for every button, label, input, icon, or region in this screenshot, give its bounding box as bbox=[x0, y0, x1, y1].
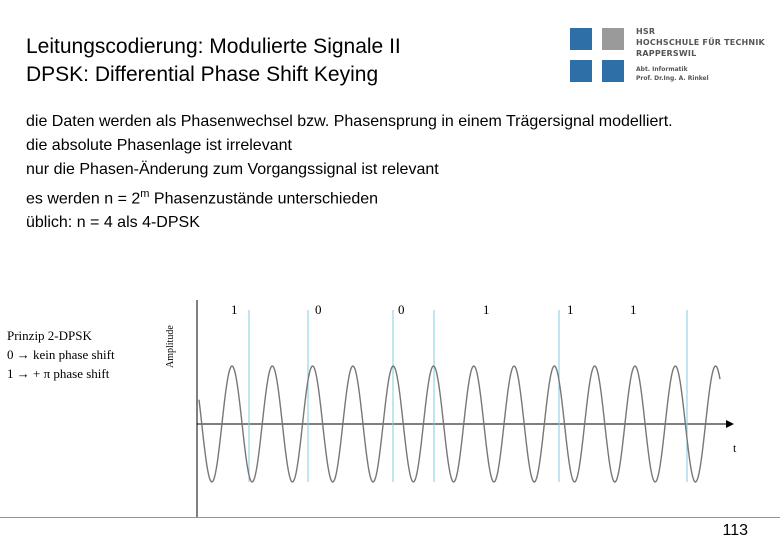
bullet-5: üblich: n = 4 als 4-DPSK bbox=[26, 214, 200, 232]
y-axis-label: Amplitude bbox=[165, 325, 176, 368]
title-line-2: DPSK: Differential Phase Shift Keying bbox=[26, 63, 379, 86]
bit-label: 1 bbox=[567, 302, 574, 317]
bit-label: 1 bbox=[630, 302, 637, 317]
bit-label: 0 bbox=[398, 302, 405, 317]
footer-divider bbox=[0, 517, 780, 518]
bullet-3: nur die Phasen-Änderung zum Vorgangssignal ist relevant bbox=[26, 161, 439, 178]
x-axis-arrow bbox=[726, 420, 734, 428]
bit-label: 0 bbox=[315, 302, 322, 317]
bullet-1: die Daten werden als Phasenwechsel bzw. Phasensprung in einem Trägersignal modelliert. bbox=[26, 113, 673, 130]
principle-line-2: 0 → kein phase shift bbox=[7, 347, 115, 362]
bullet-2: die absolute Phasenlage ist irrelevant bbox=[26, 137, 292, 154]
principle-line-3: 1 → + π phase shift bbox=[7, 366, 110, 381]
title-line-1: Leitungscodierung: Modulierte Signale II bbox=[26, 35, 401, 58]
principle-line-1: Prinzip 2-DPSK bbox=[7, 328, 92, 343]
logo-text: HSR HOCHSCHULE FÜR TECHNIK RAPPERSWIL bbox=[636, 27, 765, 58]
bullet-4: es werden $n = 2^m$ Phasenzustände unterschieden bbox=[26, 188, 379, 208]
bit-label: 1 bbox=[231, 302, 238, 317]
logo-subtext: Abt. Informatik Prof. Dr.Ing. A. Rinkel bbox=[636, 66, 709, 82]
page-number: 113 bbox=[722, 522, 748, 539]
x-axis-label: t bbox=[733, 441, 737, 455]
bit-label: 1 bbox=[483, 302, 490, 317]
